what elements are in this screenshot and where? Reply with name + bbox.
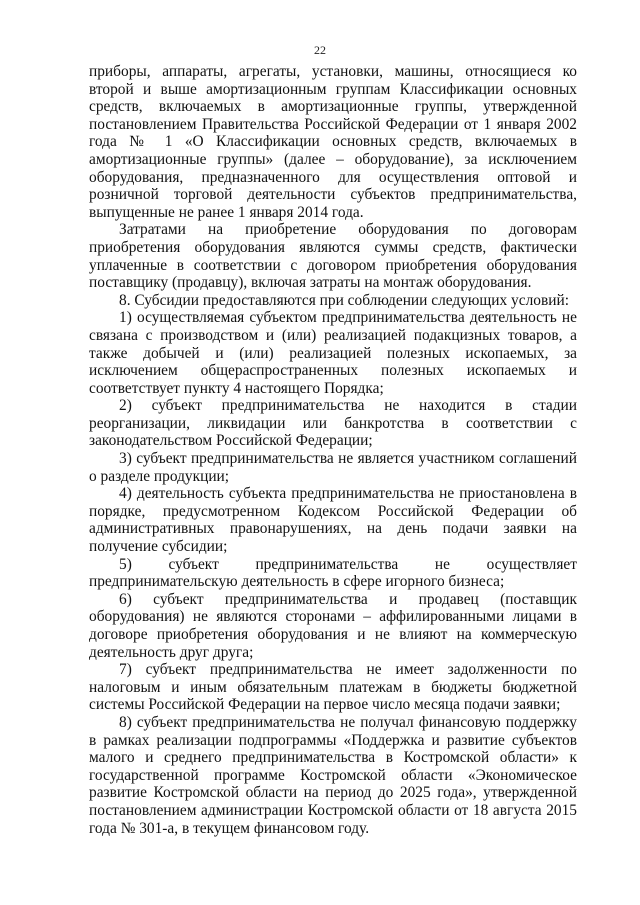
paragraph-equipment-definition: приборы, аппараты, агрегаты, установки, машины, относящиеся ко второй и выше амортизационным группам Классификации основных средств, включаемых в амортизационные группы, утвержденной постановлением Правительства Российской Федерации от 1 января 2002 года № 1 «О Классификации основных средств, включаемых в амортизационные группы» (далее – оборудование), за исключением оборудования, предназначенного для осуществления оптовой и розничной торговой деятельности субъектов предпринимательства, выпущенные не ранее 1 января 2014 года. [89, 63, 577, 221]
condition-item-3: 3) субъект предпринимательства не является участником соглашений о разделе продукции; [89, 450, 577, 485]
document-body [89, 63, 577, 837]
condition-item-7: 7) субъект предпринимательства не имеет задолженности по налоговым и иным обязательным платежам в бюджеты бюджетной системы Российской Федерации на первое число месяца подачи заявки; [89, 661, 577, 714]
condition-item-8: 8) субъект предпринимательства не получал финансовую поддержку в рамках реализации подпрограммы «Поддержка и развитие субъектов малого и среднего предпринимательства в Костромской области» к государственной программе Костромской области «Экономическое развитие Костромской области на период до 2025 года», утвержденной постановлением администрации Костромской области от 18 августа 2015 года № 301-а, в текущем финансовом году. [89, 713, 577, 837]
page-number: 22 [314, 43, 326, 57]
condition-item-6: 6) субъект предпринимательства и продавец (поставщик оборудования) не являются сторонами – аффилированными лицами в договоре приобретения оборудования и не влияют на коммерческую деятельность друг друга; [89, 590, 577, 661]
paragraph-equipment-costs: Затратами на приобретение оборудования по договорам приобретения оборудования являются суммы средств, фактически уплаченные в соответствии с договором приобретения оборудования поставщику (продавцу), включая затраты на монтаж оборудования. [89, 221, 577, 292]
condition-item-5: 5) субъект предпринимательства не осуществляет предпринимательскую деятельность в сфере игорного бизнеса; [89, 555, 577, 591]
condition-item-4: 4) деятельность субъекта предпринимательства не приостановлена в порядке, предусмотренном Кодексом Российской Федерации об административных правонарушениях, на день подачи заявки на получение субсидии; [89, 485, 577, 556]
condition-item-1: 1) осуществляемая субъектом предпринимательства деятельность не связана с производством и (или) реализацией подакцизных товаров, а также добычей и (или) реализацией полезных ископаемых, за исключением общераспространенных полезных ископаемых и соответствует пункту 4 настоящего Порядка; [89, 309, 577, 397]
condition-item-2: 2) субъект предпринимательства не находится в стадии реорганизации, ликвидации или банкротства в соответствии с законодательством Российской Федерации; [89, 397, 577, 450]
paragraph-conditions-heading: 8. Субсидии предоставляются при соблюдении следующих условий: [119, 291, 569, 309]
